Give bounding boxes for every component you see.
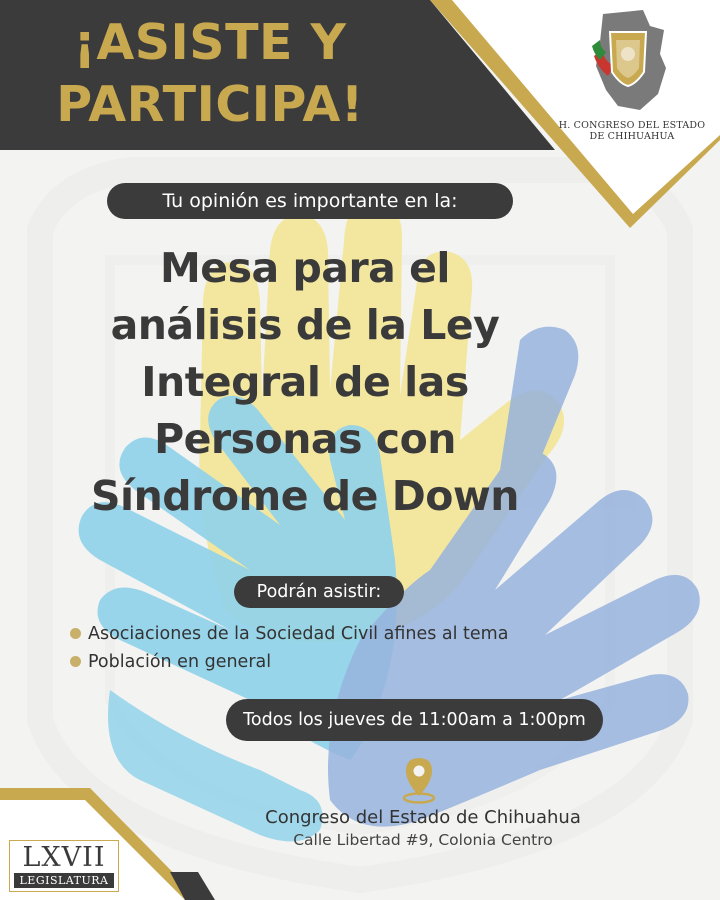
headline-line-2: PARTICIPA!	[56, 76, 364, 133]
attendance-item-label: Asociaciones de la Sociedad Civil afines al tema	[88, 624, 509, 644]
headline	[0, 12, 420, 136]
location-place: Congreso del Estado de Chihuahua	[265, 807, 581, 828]
bullet-dot-icon	[70, 628, 81, 639]
event-title	[20, 240, 590, 525]
event-title-line-2: análisis de la Ley	[110, 301, 500, 349]
chihuahua-state-seal-icon	[588, 6, 668, 116]
event-title-line-4: Personas con	[154, 415, 456, 463]
legislature-badge	[9, 840, 119, 892]
legislature-numeral: LXVII	[22, 842, 106, 873]
list-item	[70, 620, 508, 648]
organization-name-line-1: H. CONGRESO DEL ESTADO	[558, 120, 706, 131]
intro-pill: Tu opinión es importante en la:	[107, 183, 513, 219]
event-title-line-1: Mesa para el	[160, 244, 450, 292]
headline-line-1: ¡ASISTE Y	[73, 14, 347, 71]
list-item	[70, 648, 508, 676]
attendance-item-label: Población en general	[88, 652, 272, 672]
event-title-line-3: Integral de las	[141, 358, 469, 406]
event-title-line-5: Síndrome de Down	[90, 472, 519, 520]
legislature-word: LEGISLATURA	[14, 873, 114, 888]
attendance-label-pill: Podrán asistir:	[234, 576, 404, 608]
attendance-list	[70, 620, 508, 676]
organization-name	[552, 120, 712, 142]
bullet-dot-icon	[70, 656, 81, 667]
location-address: Calle Libertad #9, Colonia Centro	[293, 831, 553, 849]
organization-name-line-2: DE CHIHUAHUA	[589, 131, 675, 142]
location-pin-icon	[399, 756, 439, 804]
schedule-pill: Todos los jueves de 11:00am a 1:00pm	[226, 699, 603, 741]
